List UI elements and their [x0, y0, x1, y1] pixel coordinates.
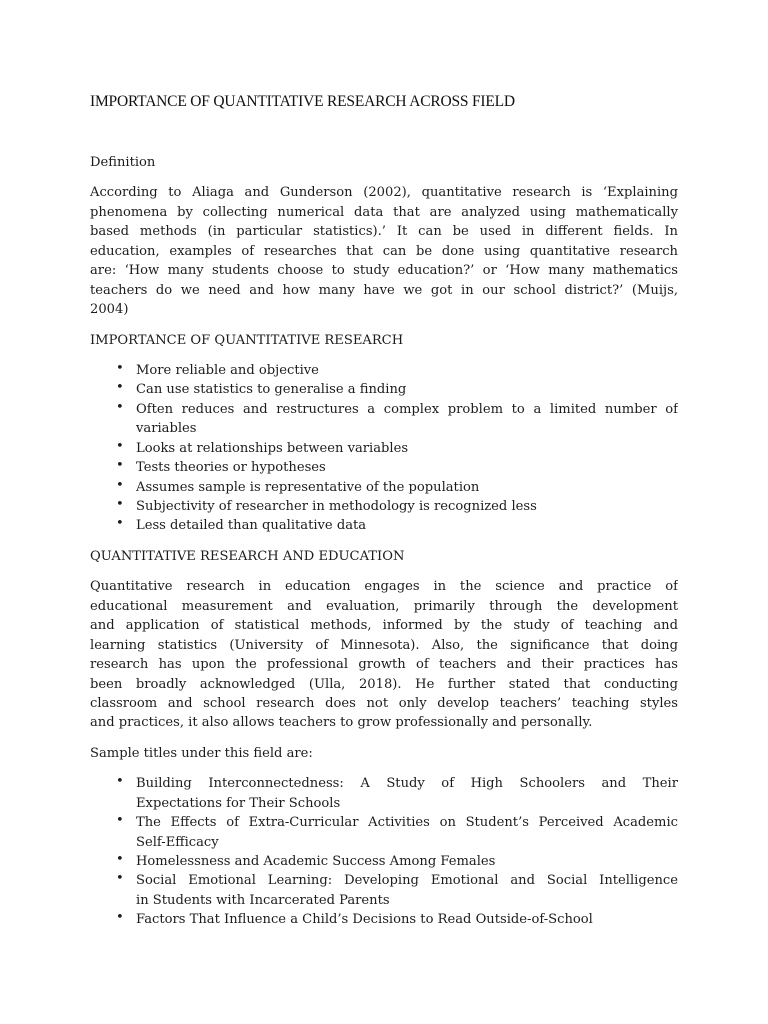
paragraph-line: and practices, it also allows teachers to grow professionally and personally. [90, 715, 593, 731]
bullet-icon: • [116, 871, 124, 887]
list-item-line: in Students with Incarcerated Parents [136, 892, 390, 908]
list-item-line: Homelessness and Academic Success Among Females [136, 854, 496, 869]
list-item [90, 910, 678, 929]
list-item [90, 516, 678, 535]
spacer [90, 320, 678, 331]
document-body [90, 153, 678, 930]
spacer [90, 172, 678, 183]
paragraph-line: 2004) [90, 302, 129, 318]
list-item [90, 497, 678, 516]
paragraph-line: teachers do we need and how many have we got in our school district?’ (Muijs, [90, 282, 678, 298]
list-item-line: Tests theories or hypotheses [136, 460, 326, 476]
list-item [90, 361, 678, 380]
paragraph-line: are: ‘How many students choose to study education?’ or ‘How many mathematics [90, 263, 678, 279]
bullet-list [90, 361, 678, 536]
list-item-line: More reliable and objective [136, 362, 319, 378]
paragraph-line: and application of statistical methods, informed by the study of teaching and [90, 618, 678, 634]
list-item-line: Expectations for Their Schools [136, 795, 341, 811]
bullet-icon: • [116, 477, 124, 493]
list-item-line: The Effects of Extra-Curricular Activities on Student’s Perceived Academic [136, 815, 678, 831]
list-item-line: variables [136, 421, 197, 437]
paragraph [90, 577, 678, 733]
list-item-line: Factors That Influence a Child’s Decisions to Read Outside-of-School [136, 912, 593, 928]
bullet-icon: • [116, 438, 124, 454]
paragraph-line: been broadly acknowledged (Ulla, 2018). He further stated that conducting [90, 676, 678, 692]
bullet-icon: • [116, 399, 124, 415]
list-item [90, 478, 678, 497]
paragraph-line: based methods (in particular statistics).’ It can be used in different fields. In [90, 224, 678, 240]
paragraph-line: educational measurement and evaluation, primarily through the development [90, 598, 678, 614]
paragraph-line: According to Aliaga and Gunderson (2002), quantitative research is ‘Explaining [90, 185, 678, 201]
list-item-line: Often reduces and restructures a complex problem to a limited number of [136, 401, 678, 417]
bullet-icon: • [116, 516, 124, 532]
paragraph-line: education, examples of researches that can be done using quantitative research [90, 243, 678, 259]
spacer [90, 566, 678, 577]
list-item-line: Social Emotional Learning: Developing Emotional and Social Intelligence [136, 873, 678, 889]
paragraph [90, 183, 678, 319]
paragraph-line: classroom and school research does not only develop teachers’ teaching styles [90, 695, 678, 711]
bullet-list [90, 774, 678, 930]
paragraph-line: learning statistics (University of Minnesota). Also, the significance that doing [90, 637, 678, 653]
bullet-icon: • [116, 360, 124, 376]
bullet-icon: • [116, 774, 124, 790]
list-item [90, 458, 678, 477]
bullet-icon: • [116, 458, 124, 474]
document-page [90, 93, 678, 930]
list-item [90, 852, 678, 871]
bullet-icon: • [116, 910, 124, 926]
list-item-line: Less detailed than qualitative data [136, 518, 367, 534]
list-item-line: Self-Efficacy [136, 834, 219, 850]
list-item [90, 871, 678, 910]
list-item-line: Assumes sample is representative of the population [136, 479, 480, 495]
list-item [90, 439, 678, 458]
bullet-icon: • [116, 380, 124, 396]
paragraph-line: Quantitative research in education engages in the science and practice of [90, 579, 678, 595]
bullet-icon: • [116, 497, 124, 512]
bullet-icon: • [116, 852, 124, 867]
list-item [90, 774, 678, 813]
list-item [90, 380, 678, 399]
section-heading: Sample titles under this field are: [90, 745, 313, 761]
spacer [90, 733, 678, 744]
bullet-icon: • [116, 813, 124, 829]
spacer [90, 536, 678, 547]
list-item-line: Can use statistics to generalise a finding [136, 382, 407, 398]
list-item-line: Subjectivity of researcher in methodology is recognized less [136, 499, 537, 514]
spacer [90, 350, 678, 361]
paragraph-line: research has upon the professional growth of teachers and their practices has [90, 657, 678, 673]
section-heading: QUANTITATIVE RESEARCH AND EDUCATION [90, 548, 405, 564]
document-title: IMPORTANCE OF QUANTITATIVE RESEARCH ACROSS FIELD [90, 93, 515, 110]
section-heading: IMPORTANCE OF QUANTITATIVE RESEARCH [90, 332, 404, 348]
spacer [90, 763, 678, 774]
list-item-line: Looks at relationships between variables [136, 440, 409, 456]
list-item-line: Building Interconnectedness: A Study of High Schoolers and Their [136, 776, 678, 792]
list-item [90, 400, 678, 439]
list-item [90, 813, 678, 852]
paragraph-line: phenomena by collecting numerical data that are analyzed using mathematically [90, 204, 678, 220]
section-heading: Definition [90, 155, 156, 170]
